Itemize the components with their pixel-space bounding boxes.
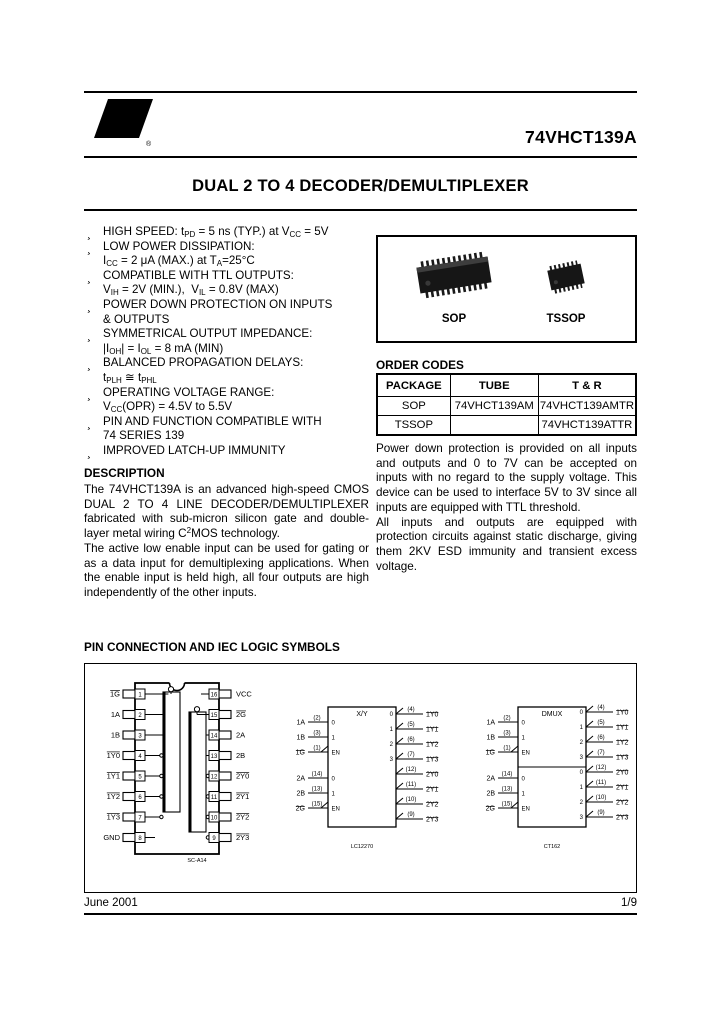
bullet-icon: ¸ <box>87 240 91 255</box>
iec-output-label: 2Y2 <box>616 799 629 807</box>
cell-tube-tssop <box>450 416 538 436</box>
col-package: PACKAGE <box>377 374 450 397</box>
pin-section-heading: PIN CONNECTION AND IEC LOGIC SYMBOLS <box>84 640 340 654</box>
sop-label: SOP <box>441 313 467 325</box>
iec-pin-number: (14) <box>501 771 513 778</box>
iec-pin-number: (5) <box>407 722 415 728</box>
dip-pin-number: 11 <box>210 794 218 801</box>
iec-output-label: 2Y3 <box>426 816 439 824</box>
dip-pin-label: 2Y2 <box>236 812 250 822</box>
feature-text: SYMMETRICAL OUTPUT IMPEDANCE: $|I_{OH}| = I_{OL} = 8$ mA (MIN) <box>103 327 313 356</box>
footer-rule <box>84 913 637 915</box>
iec-inside-number: 2 <box>579 800 583 807</box>
feature-item <box>84 240 371 269</box>
iec-pin-number: (13) <box>501 786 513 793</box>
dip-pin-label: GND <box>103 833 120 843</box>
feature-item <box>84 415 371 444</box>
package-drawings <box>378 237 635 321</box>
line-shape <box>586 751 593 757</box>
iec-pin-number: (3) <box>503 730 511 737</box>
iec-inside-number: 2 <box>579 740 583 747</box>
iec-output-label: 1Y0 <box>426 711 439 719</box>
iec-pin-number: (9) <box>407 812 415 818</box>
cell-package-tssop: TSSOP <box>377 416 450 436</box>
description-heading: DESCRIPTION <box>84 466 165 480</box>
output-bubble-icon <box>160 795 163 798</box>
iec-output-label: 2Y0 <box>616 769 629 777</box>
iec-pin-number: (14) <box>311 771 323 778</box>
dip-pin-label: 1Y2 <box>106 792 120 802</box>
dip-pin-stub <box>123 711 135 719</box>
iec-inside-label: 1 <box>331 735 335 742</box>
line-shape <box>396 768 403 774</box>
description-paragraph-2: The active low enable input can be used for gating or as a data input for demultiplexing applications. When the enable input is held high, all four outputs are high independently of the other inputs. <box>84 541 369 599</box>
iec-output-label: 2Y1 <box>426 786 439 794</box>
iec-inside-number: 3 <box>579 755 583 762</box>
iec-inside-number: 1 <box>579 725 583 732</box>
iec-pin-number: (15) <box>501 801 513 808</box>
inverter-bubble-icon <box>168 687 173 692</box>
feature-text: COMPATIBLE WITH TTL OUTPUTS: $V_{IH} = 2V$ (MIN.), $V_{IL} = 0.8V$ (MAX) <box>103 268 294 298</box>
dip-pin-number: 7 <box>138 815 142 822</box>
iec-pin-number: (9) <box>597 810 605 816</box>
iec-pin-number: (11) <box>405 782 417 788</box>
line-shape <box>396 798 403 804</box>
feature-text: LOW POWER DISSIPATION: $I_{CC} = 2$ μA (MAX.) at $T_A=25^\circ C$ <box>103 239 255 269</box>
iec-output-label: 1Y2 <box>426 741 439 749</box>
iec-input-label: 1B <box>486 734 495 742</box>
sop-chip-image <box>416 255 492 296</box>
dip-pin-stub <box>219 772 231 780</box>
dip-pin-label: VCC <box>236 689 252 699</box>
iec-inside-number: 1 <box>389 727 393 734</box>
feature-item <box>84 386 371 415</box>
line-shape <box>586 736 593 742</box>
iec-inside-number: 3 <box>389 757 393 764</box>
dip-pin-label: 1G <box>109 689 120 699</box>
bullet-icon: ¸ <box>87 415 91 430</box>
st-logo <box>94 98 154 155</box>
title-rule <box>84 209 637 211</box>
iec-pin-number: (6) <box>407 737 415 743</box>
order-codes-header-row <box>377 374 636 397</box>
feature-item <box>84 327 371 356</box>
iec-input-label: 2B <box>296 790 305 798</box>
iec-input-label: 2A <box>296 775 305 783</box>
dip-pin-stub <box>123 690 135 698</box>
page-title: DUAL 2 TO 4 DECODER/DEMULTIPLEXER <box>192 177 529 195</box>
iec-input-label: 1B <box>296 734 305 742</box>
iec-inside-label: 0 <box>331 776 335 783</box>
bullet-icon: ¸ <box>87 357 91 372</box>
dip-pin-number: 15 <box>210 712 218 719</box>
iec-pin-number: (2) <box>503 715 511 722</box>
iec-inside-number: 3 <box>579 815 583 822</box>
dip-pin-number: 9 <box>212 835 216 842</box>
line-shape <box>511 746 518 752</box>
features-list <box>84 225 371 459</box>
iec-inside-number: 0 <box>389 712 393 719</box>
iec-input-label: 2B <box>486 790 495 798</box>
dip-pin-number: 4 <box>138 753 142 760</box>
bullet-icon: ¸ <box>87 269 91 284</box>
description-paragraph-1: The 74VHCT139A is an advanced high-speed CMOS DUAL 2 TO 4 LINE DECODER/DEMULTIPLEXER fabricated with sub-micron silicon gate and double-layer metal wiring $C^2MOS$ technology. <box>84 483 369 541</box>
iec-pin-number: (7) <box>407 752 415 758</box>
dip-pin-number: 6 <box>138 794 142 801</box>
dip-pin-stub <box>219 793 231 801</box>
line-shape <box>396 753 403 759</box>
output-bubble-icon <box>160 774 163 777</box>
iec-pin-number: (6) <box>597 735 605 741</box>
line-shape <box>396 738 403 744</box>
iec-symbol-2-header: DMUX <box>541 711 563 718</box>
dip-pin-stub <box>123 834 135 842</box>
iec-output-label: 2Y3 <box>616 814 629 822</box>
power-down-text <box>376 442 637 574</box>
st-logo-graphic <box>94 98 154 150</box>
dip-pin-number: 8 <box>138 835 142 842</box>
dip-pin-number: 14 <box>210 733 218 740</box>
bullet-icon: ¸ <box>87 386 91 401</box>
iec-inside-number: 2 <box>389 742 393 749</box>
iec-output-label: 2Y1 <box>616 784 629 792</box>
dip-pin-stub <box>123 731 135 739</box>
iec-inside-label: EN <box>521 750 530 757</box>
iec-pin-number: (12) <box>405 767 417 773</box>
iec-inside-number: 0 <box>579 710 583 717</box>
iec-input-label: 1G <box>295 749 305 757</box>
feature-text: BALANCED PROPAGATION DELAYS: $t_{PLH}$ ≅ $t_{PHL}$ <box>103 356 304 385</box>
iec-symbol-1-header: X/Y <box>356 711 368 718</box>
iec-inside-label: EN <box>331 806 340 813</box>
dip-pin-stub <box>219 752 231 760</box>
header-rule <box>84 156 637 158</box>
bullet-icon: ¸ <box>87 328 91 343</box>
feature-text: IMPROVED LATCH-UP IMMUNITY <box>103 443 286 457</box>
dip-pin-label: 2Y1 <box>236 792 250 802</box>
order-codes-heading: ORDER CODES <box>376 358 464 372</box>
iec-output-label: 2Y2 <box>426 801 439 809</box>
iec-inside-label: 1 <box>521 735 525 742</box>
dip-caption: SC-A14 <box>187 858 207 864</box>
st-logo-letters: ST <box>106 104 142 135</box>
dip-pin-stub <box>219 813 231 821</box>
line-shape <box>586 781 593 787</box>
iec-pin-number: (7) <box>597 750 605 756</box>
dip-pin-label: 2Y0 <box>236 771 250 781</box>
iec-inside-label: 1 <box>521 791 525 798</box>
iec-pin-number: (5) <box>597 720 605 726</box>
cell-package-sop: SOP <box>377 397 450 416</box>
cell-tr-tssop: 74VHCT139ATTR <box>538 416 636 436</box>
pin-connection-svg <box>85 664 636 890</box>
table-row <box>377 397 636 416</box>
iec-pin-number: (1) <box>503 745 511 752</box>
tssop-label: TSSOP <box>546 313 586 325</box>
line-shape <box>321 746 328 752</box>
dip-pin-stub <box>219 690 231 698</box>
iec-input-label: 1A <box>296 719 305 727</box>
package-box <box>376 235 637 343</box>
iec-input-label: 1G <box>485 749 495 757</box>
dip-pin-label: 2G <box>236 710 247 720</box>
line-shape <box>396 708 403 714</box>
iec-pin-number: (3) <box>313 730 321 737</box>
pin-connection-figure <box>84 663 637 893</box>
tssop-chip-image <box>547 263 585 292</box>
line-shape <box>396 813 403 819</box>
dip-pin-label: 1B <box>110 730 120 740</box>
col-tr: T & R <box>538 374 636 397</box>
feature-item <box>84 269 371 298</box>
bullet-icon: ¸ <box>87 444 91 459</box>
dip-pin-label: 1Y3 <box>106 812 120 822</box>
dip-pin-number: 16 <box>210 692 218 699</box>
iec-pin-number: (10) <box>595 795 607 801</box>
feature-text: POWER DOWN PROTECTION ON INPUTS & OUTPUTS <box>103 297 333 326</box>
iec-output-label: 1Y1 <box>616 724 629 732</box>
iec-inside-label: 0 <box>331 720 335 727</box>
feature-item <box>84 298 371 327</box>
iec-pin-number: (4) <box>597 705 605 711</box>
iec-pin-number: (10) <box>405 797 417 803</box>
iec-inside-label: EN <box>331 750 340 757</box>
col-tube: TUBE <box>450 374 538 397</box>
dip-pin-stub <box>123 772 135 780</box>
dip-pin-number: 12 <box>210 774 218 781</box>
iec-inside-label: 1 <box>331 791 335 798</box>
footer-date: June 2001 <box>84 897 138 909</box>
iec-input-label: 1A <box>486 719 495 727</box>
dip-pin-number: 1 <box>138 692 142 699</box>
dip-pin-stub <box>123 752 135 760</box>
iec-symbol-2-caption: CT162 <box>543 844 561 850</box>
line-shape <box>586 766 593 772</box>
dip-pin-stub <box>219 731 231 739</box>
iec-output-label: 1Y2 <box>616 739 629 747</box>
iec-output-label: 2Y0 <box>426 771 439 779</box>
dip-pin-label: 2A <box>236 730 246 740</box>
iec-inside-label: EN <box>521 806 530 813</box>
registered-mark-icon: ® <box>146 141 152 148</box>
inverter-bubble-icon <box>194 707 199 712</box>
dip-pin-number: 13 <box>210 753 218 760</box>
dip-pin-stub <box>219 711 231 719</box>
iec-inside-number: 0 <box>579 770 583 777</box>
line-shape <box>586 811 593 817</box>
bullet-icon: ¸ <box>87 226 91 240</box>
feature-item <box>84 444 371 459</box>
iec-input-label: 2A <box>486 775 495 783</box>
iec-inside-label: 0 <box>521 776 525 783</box>
order-codes-table <box>376 373 637 436</box>
description-section <box>84 466 369 601</box>
iec-symbol-1-caption: LC12270 <box>350 844 374 850</box>
iec-pin-number: (15) <box>311 801 323 808</box>
part-number: 74VHCT139A <box>525 127 637 147</box>
feature-text: PIN AND FUNCTION COMPATIBLE WITH 74 SERIES 139 <box>103 414 322 443</box>
dip-pin-number: 2 <box>138 712 142 719</box>
cell-tube-sop: 74VHCT139AM <box>450 397 538 416</box>
dip-pin-stub <box>219 834 231 842</box>
feature-text: HIGH SPEED: $t_{PD} = 5$ ns (TYP.) at $V_{CC} = 5V$ <box>103 225 329 239</box>
line-shape <box>396 723 403 729</box>
dip-pin-stub <box>123 813 135 821</box>
bullet-icon: ¸ <box>87 298 91 313</box>
dip-pin-number: 5 <box>138 774 142 781</box>
iec-pin-number: (4) <box>407 707 415 713</box>
iec-input-label: 2G <box>295 805 305 813</box>
power-down-paragraph-1: Power down protection is provided on all inputs and outputs and 0 to 7V can be accepted on inputs with no regard to the supply voltage. This device can be used to interface 5V to 3V since all inputs are equipped with TTL threshold. <box>376 442 637 514</box>
dip-pin-number: 3 <box>138 733 142 740</box>
feature-text: OPERATING VOLTAGE RANGE: $V_{CC}(OPR) = 4.5V$ to 5.5V <box>103 385 275 415</box>
feature-item <box>84 225 371 240</box>
feature-item <box>84 356 371 385</box>
iec-output-label: 1Y3 <box>616 754 629 762</box>
dip-pin-label: 1Y1 <box>106 771 120 781</box>
iec-input-label: 2G <box>485 805 495 813</box>
power-down-paragraph-2: All inputs and outputs are equipped with protection circuits against static discharge, giving them 2KV ESD immunity and transient excess voltage. <box>376 515 637 573</box>
iec-inside-number: 1 <box>579 785 583 792</box>
iec-inside-label: 0 <box>521 720 525 727</box>
line-shape <box>586 796 593 802</box>
table-row <box>377 416 636 436</box>
output-bubble-icon <box>160 815 163 818</box>
dip-pin-label: 2B <box>236 751 246 761</box>
line-shape <box>586 706 593 712</box>
cell-tr-sop: 74VHCT139AMTR <box>538 397 636 416</box>
output-bubble-icon <box>160 754 163 757</box>
iec-pin-number: (1) <box>313 745 321 752</box>
dip-pin-stub <box>123 793 135 801</box>
dip-pin-label: 1Y0 <box>106 751 120 761</box>
iec-output-label: 1Y1 <box>426 726 439 734</box>
line-shape <box>586 721 593 727</box>
dip-pin-label: 2Y3 <box>236 833 250 843</box>
iec-output-label: 1Y0 <box>616 709 629 717</box>
iec-pin-number: (11) <box>595 780 607 786</box>
dip-pin-number: 10 <box>210 815 218 822</box>
line-shape <box>396 783 403 789</box>
iec-pin-number: (13) <box>311 786 323 793</box>
iec-output-label: 1Y3 <box>426 756 439 764</box>
footer-page-number: 1/9 <box>621 897 637 909</box>
iec-pin-number: (12) <box>595 765 607 771</box>
dip-pin-label: 1A <box>110 710 120 720</box>
top-rule <box>84 91 637 93</box>
iec-pin-number: (2) <box>313 715 321 722</box>
